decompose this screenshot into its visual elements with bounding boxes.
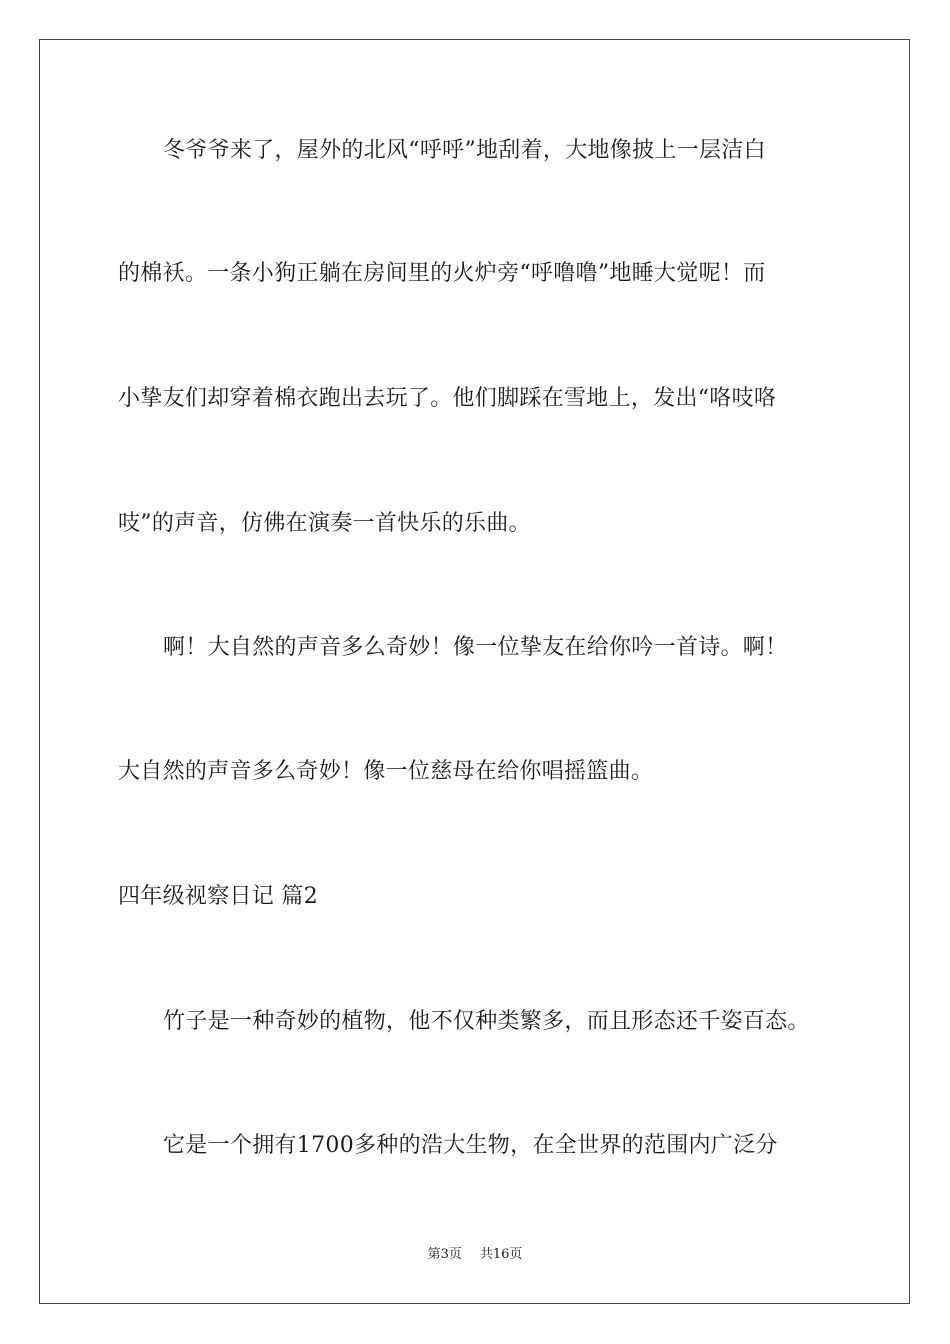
page-number: 第3页 bbox=[427, 1247, 462, 1262]
page-footer bbox=[0, 1246, 950, 1264]
body-text-line: 的棉袄。一条小狗正躺在房间里的火炉旁“呼噜噜”地睡大觉呢！而 bbox=[118, 261, 766, 286]
body-text-line: 啊！大自然的声音多么奇妙！像一位挚友在给你吟一首诗。啊！ bbox=[163, 635, 788, 660]
body-text-line: 大自然的声音多么奇妙！像一位慈母在给你唱摇篮曲。 bbox=[118, 759, 654, 784]
body-text-line: 冬爷爷来了，屋外的北风“呼呼”地刮着，大地像披上一层洁白 bbox=[163, 138, 766, 163]
body-text-line: 竹子是一种奇妙的植物，他不仅种类繁多，而且形态还千姿百态。 bbox=[163, 1009, 810, 1034]
page-border bbox=[39, 39, 910, 1304]
body-text-line: 小挚友们却穿着棉衣跑出去玩了。他们脚踩在雪地上，发出“咯吱咯 bbox=[118, 386, 777, 411]
body-text-line: 它是一个拥有1700多种的浩大生物，在全世界的范围内广泛分 bbox=[163, 1133, 778, 1158]
page-total: 共16页 bbox=[479, 1247, 523, 1262]
section-heading: 四年级视察日记 篇2 bbox=[118, 884, 318, 909]
body-text-line: 吱”的声音，仿佛在演奏一首快乐的乐曲。 bbox=[118, 511, 531, 536]
